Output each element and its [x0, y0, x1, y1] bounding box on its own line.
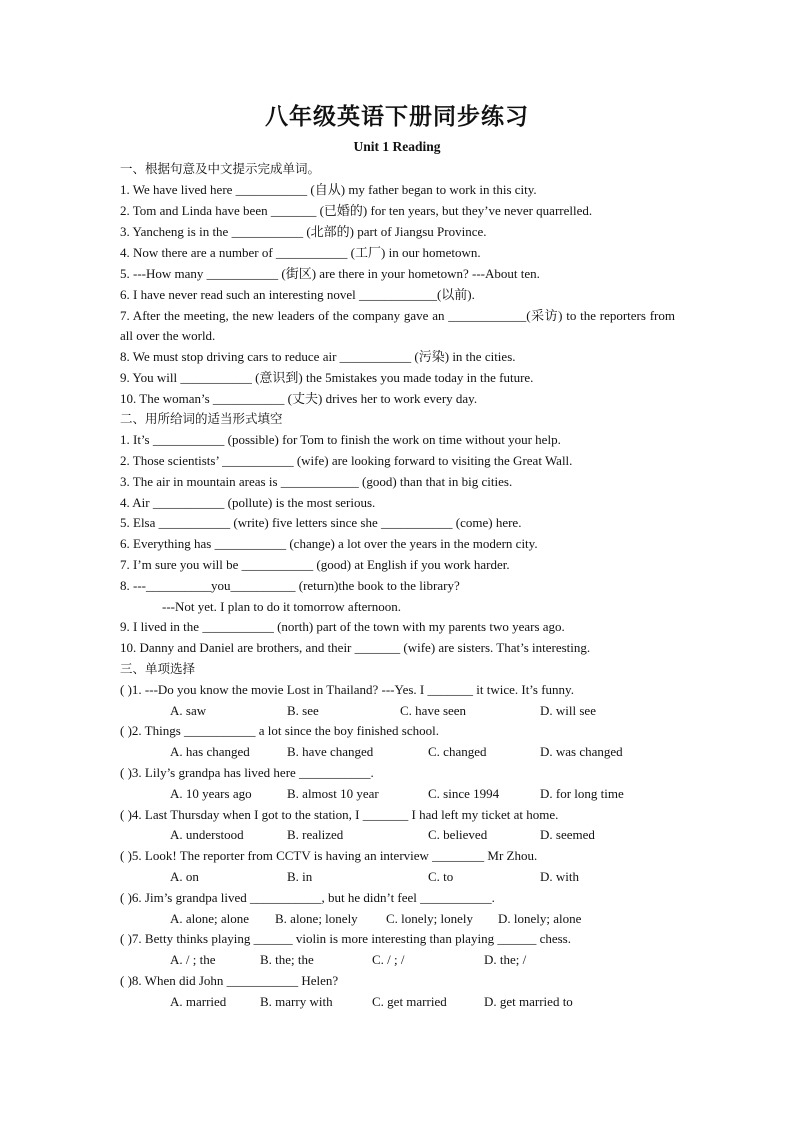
s1-item-6: 6. I have never read such an interesting novel ____________(以前). [120, 287, 475, 302]
s2-item-2: 2. Those scientists’ ___________ (wife) are looking forward to visiting the Great Wall. [120, 453, 573, 468]
mc4-option-c: C. believed [428, 827, 488, 842]
mc6-option-a: A. alone; alone [170, 911, 250, 926]
mc6-option-c: C. lonely; lonely [386, 911, 474, 926]
mc6-option-d: D. lonely; alone [498, 911, 582, 926]
mc8-option-c: C. get married [372, 994, 447, 1009]
mc2-option-a: A. has changed [170, 744, 250, 759]
s1-item-8: 8. We must stop driving cars to reduce air ___________ (污染) in the cities. [120, 349, 516, 364]
mc3-option-b: B. almost 10 year [287, 786, 379, 801]
section2-heading: 二、用所给词的适当形式填空 [120, 411, 283, 426]
mc5-option-b: B. in [287, 869, 313, 884]
page-subtitle: Unit 1 Reading [353, 139, 441, 154]
mc5-option-a: A. on [170, 869, 199, 884]
s2-item-5: 5. Elsa ___________ (write) five letters since she ___________ (come) here. [120, 515, 522, 530]
mc5-option-d: D. with [540, 869, 579, 884]
s1-item-3: 3. Yancheng is in the ___________ (北部的) part of Jiangsu Province. [120, 224, 487, 239]
mc1-option-d: D. will see [540, 703, 596, 718]
mc3-option-c: C. since 1994 [428, 786, 500, 801]
section1-heading: 一、根据句意及中文提示完成单词。 [120, 161, 321, 176]
s2-item-6: 6. Everything has ___________ (change) a lot over the years in the modern city. [120, 536, 538, 551]
mc8-option-b: B. marry with [260, 994, 333, 1009]
mc2-option-c: C. changed [428, 744, 487, 759]
s1-item-2: 2. Tom and Linda have been _______ (已婚的) for ten years, but they’ve never quarrelled. [120, 203, 593, 218]
mc-question-2: ( )2. Things ___________ a lot since the boy finished school. [120, 723, 439, 738]
s2-item-3: 3. The air in mountain areas is ____________ (good) than that in big cities. [120, 474, 513, 489]
mc1-option-c: C. have seen [400, 703, 467, 718]
s2-item-10: 10. Danny and Daniel are brothers, and their _______ (wife) are sisters. That’s interesting. [120, 640, 591, 655]
mc4-option-a: A. understood [170, 827, 244, 842]
page-title: 八年级英语下册同步练习 [265, 103, 529, 130]
mc5-option-c: C. to [428, 869, 454, 884]
mc-question-5: ( )5. Look! The reporter from CCTV is having an interview ________ Mr Zhou. [120, 848, 538, 863]
mc7-option-d: D. the; / [484, 952, 527, 967]
mc-question-6: ( )6. Jim’s grandpa lived ___________, but he didn’t feel ___________. [120, 890, 495, 905]
mc-question-3: ( )3. Lily’s grandpa has lived here ___________. [120, 765, 374, 780]
mc1-option-b: B. see [287, 703, 319, 718]
mc2-option-b: B. have changed [287, 744, 374, 759]
s2-item-1: 1. It’s ___________ (possible) for Tom to finish the work on time without your help. [120, 432, 561, 447]
mc3-option-a: A. 10 years ago [170, 786, 252, 801]
s1-item-1: 1. We have lived here ___________ (自从) my father began to work in this city. [120, 182, 537, 197]
mc7-option-b: B. the; the [260, 952, 314, 967]
s2-item-8-answer: ---Not yet. I plan to do it tomorrow afternoon. [162, 599, 401, 614]
s2-item-9: 9. I lived in the ___________ (north) part of the town with my parents two years ago. [120, 619, 565, 634]
s1-item-5: 5. ---How many ___________ (街区) are there in your hometown? ---About ten. [120, 266, 540, 281]
s2-item-8: 8. ---__________you__________ (return)the book to the library? [120, 578, 460, 593]
section3-heading: 三、单项选择 [120, 661, 196, 676]
mc-question-1: ( )1. ---Do you know the movie Lost in Thailand? ---Yes. I _______ it twice. It’s funny. [120, 682, 574, 697]
mc4-option-b: B. realized [287, 827, 344, 842]
mc-question-8: ( )8. When did John ___________ Helen? [120, 973, 339, 988]
s1-item-9: 9. You will ___________ (意识到) the 5mistakes you made today in the future. [120, 370, 534, 385]
s1-item-10: 10. The woman’s ___________ (丈夫) drives her to work every day. [120, 391, 478, 406]
mc1-option-a: A. saw [170, 703, 207, 718]
mc7-option-a: A. / ; the [170, 952, 216, 967]
mc2-option-d: D. was changed [540, 744, 623, 759]
mc8-option-a: A. married [170, 994, 227, 1009]
mc7-option-c: C. / ; / [372, 952, 405, 967]
mc-question-4: ( )4. Last Thursday when I got to the station, I _______ I had left my ticket at home. [120, 807, 559, 822]
s1-item-4: 4. Now there are a number of ___________ (工厂) in our hometown. [120, 245, 481, 260]
s1-item-7: 7. After the meeting, the new leaders of the company gave an ____________(采访) to the reporters from all over the world. [120, 308, 675, 343]
mc8-option-d: D. get married to [484, 994, 573, 1009]
mc-question-7: ( )7. Betty thinks playing ______ violin is more interesting than playing ______ chess. [120, 931, 571, 946]
mc4-option-d: D. seemed [540, 827, 595, 842]
s2-item-4: 4. Air ___________ (pollute) is the most serious. [120, 495, 376, 510]
mc6-option-b: B. alone; lonely [275, 911, 358, 926]
s2-item-7: 7. I’m sure you will be ___________ (good) at English if you work harder. [120, 557, 510, 572]
mc3-option-d: D. for long time [540, 786, 624, 801]
